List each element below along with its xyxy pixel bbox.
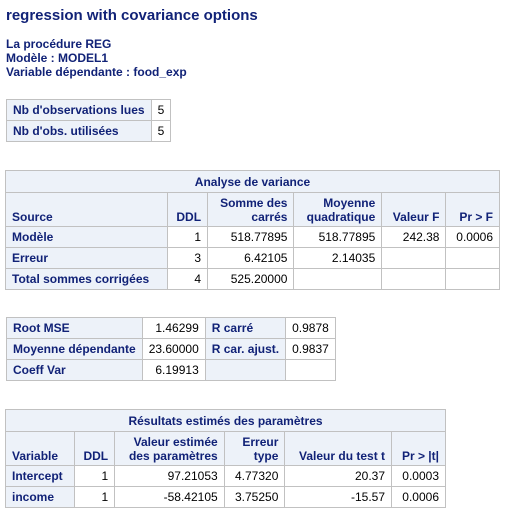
cell: 3.75250 — [224, 487, 285, 508]
col-std-error: Erreur type — [224, 432, 285, 466]
cell: -15.57 — [285, 487, 392, 508]
cell: 97.21053 — [115, 466, 225, 487]
obs-used-label: Nb d'obs. utilisées — [7, 121, 152, 142]
cell: 0.0003 — [392, 466, 446, 487]
cell: 1 — [74, 487, 115, 508]
cell — [286, 360, 336, 381]
cell: 1.46299 — [142, 318, 205, 339]
table-row — [6, 248, 500, 269]
col-ddl: DDL — [167, 193, 208, 227]
row-label: income — [6, 487, 75, 508]
obs-read-label: Nb d'observations lues — [7, 100, 152, 121]
col-estimate: Valeur estimée des paramètres — [115, 432, 225, 466]
cell: 4 — [167, 269, 208, 290]
col-p-value: Pr > |t| — [392, 432, 446, 466]
anova-table — [5, 170, 500, 290]
cell — [446, 248, 500, 269]
table-row — [7, 360, 336, 381]
observations-table — [6, 99, 171, 142]
cell: 1 — [167, 227, 208, 248]
params-header-row — [6, 432, 446, 466]
col-sum-squares: Somme des carrés — [208, 193, 294, 227]
row-label: Modèle — [6, 227, 168, 248]
procedure-info — [6, 37, 187, 79]
procedure-name: La procédure REG — [6, 37, 112, 51]
cell: 2.14035 — [294, 248, 382, 269]
cell: 20.37 — [285, 466, 392, 487]
row-label: Coeff Var — [7, 360, 143, 381]
parameter-estimates-table — [5, 409, 446, 508]
cell — [382, 248, 446, 269]
row-label: R car. ajust. — [205, 339, 285, 360]
row-label: Root MSE — [7, 318, 143, 339]
row-label: Intercept — [6, 466, 75, 487]
page-title: regression with covariance options — [6, 7, 258, 24]
cell: 6.42105 — [208, 248, 294, 269]
cell — [446, 269, 500, 290]
cell: 3 — [167, 248, 208, 269]
row-label: Total sommes corrigées — [6, 269, 168, 290]
cell: 23.60000 — [142, 339, 205, 360]
row-label: Erreur — [6, 248, 168, 269]
table-row — [6, 227, 500, 248]
col-source: Source — [6, 193, 168, 227]
params-caption: Résultats estimés des paramètres — [6, 410, 446, 432]
cell: 1 — [74, 466, 115, 487]
table-row — [7, 339, 336, 360]
cell: 6.19913 — [142, 360, 205, 381]
cell: 518.77895 — [208, 227, 294, 248]
cell: 525.20000 — [208, 269, 294, 290]
cell: 0.9878 — [286, 318, 336, 339]
cell: 0.9837 — [286, 339, 336, 360]
cell: 0.0006 — [446, 227, 500, 248]
row-label: R carré — [205, 318, 285, 339]
obs-used-value: 5 — [151, 121, 171, 142]
col-p-value: Pr > F — [446, 193, 500, 227]
dependent-variable: Variable dépendante : food_exp — [6, 65, 187, 79]
table-row — [7, 318, 336, 339]
cell: 242.38 — [382, 227, 446, 248]
table-row — [6, 466, 446, 487]
col-ddl: DDL — [74, 432, 115, 466]
cell: 518.77895 — [294, 227, 382, 248]
table-row — [6, 269, 500, 290]
cell: 4.77320 — [224, 466, 285, 487]
model-name: Modèle : MODEL1 — [6, 51, 109, 65]
anova-header-row — [6, 193, 500, 227]
fit-statistics-table — [6, 317, 336, 381]
table-row — [7, 121, 171, 142]
col-mean-square: Moyenne quadratique — [294, 193, 382, 227]
cell: -58.42105 — [115, 487, 225, 508]
cell — [382, 269, 446, 290]
col-f-value: Valeur F — [382, 193, 446, 227]
col-variable: Variable — [6, 432, 75, 466]
cell — [294, 269, 382, 290]
table-row — [6, 487, 446, 508]
row-label — [205, 360, 285, 381]
table-row — [7, 100, 171, 121]
col-t-value: Valeur du test t — [285, 432, 392, 466]
cell: 0.0006 — [392, 487, 446, 508]
anova-caption: Analyse de variance — [6, 171, 500, 193]
row-label: Moyenne dépendante — [7, 339, 143, 360]
obs-read-value: 5 — [151, 100, 171, 121]
